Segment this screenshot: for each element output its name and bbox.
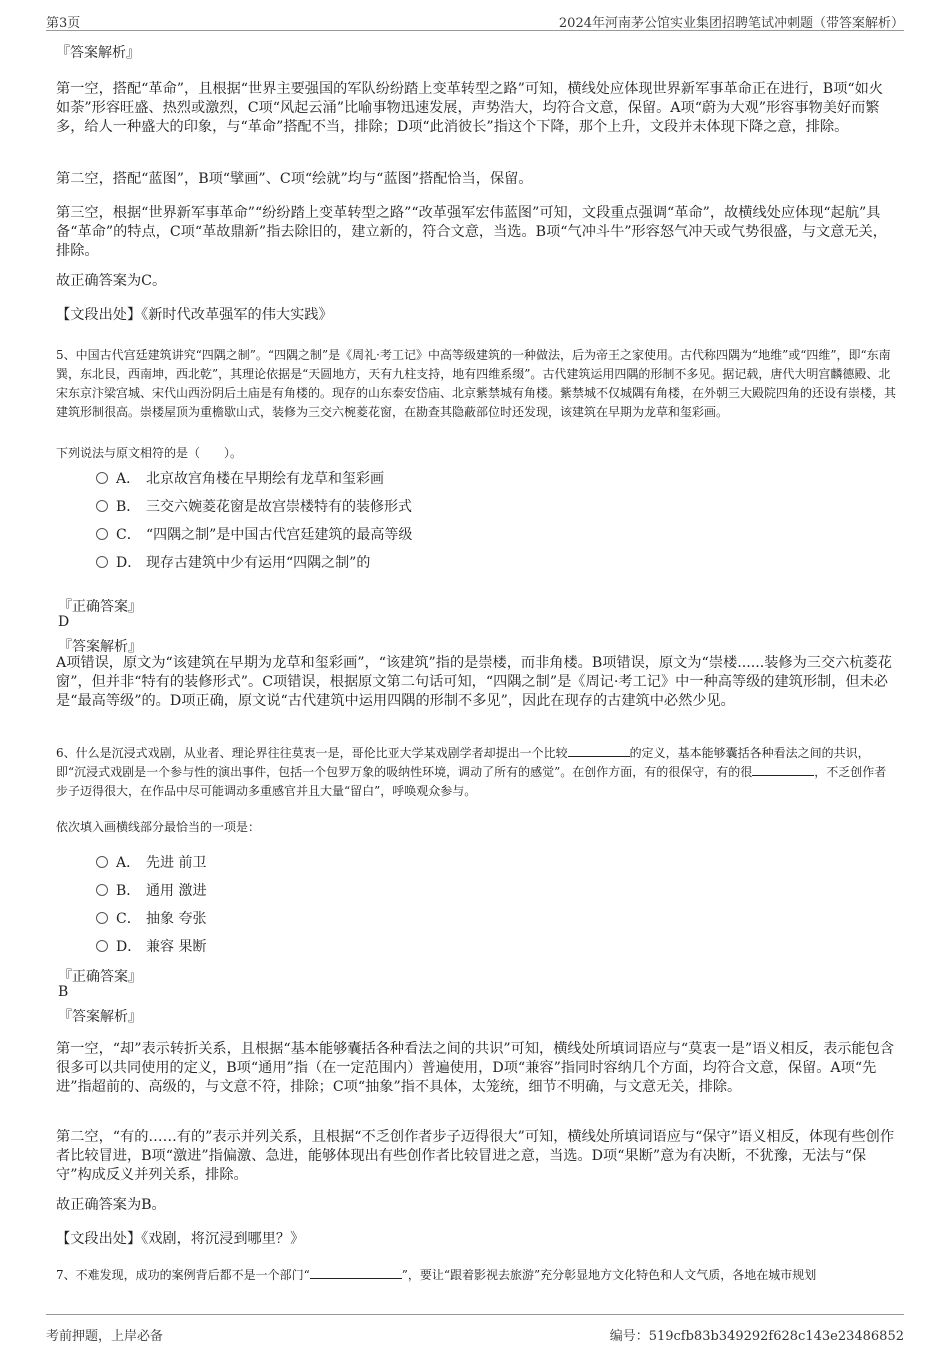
- analysis-paragraph: A项错误，原文为“该建筑在早期为龙草和玺彩画”，“该建筑”指的是崇楼，而非角楼。B项错误，原文为“崇楼......装修为三交六杭菱花窗”，但并非“特有的装修形式”。C项错误，根据原文第二句话可知，“四隅之制”是《周记·考工记》中一种高等级的建筑形制，但未必是“最高等级”的。D项正确，原文说“古代建筑中运用四隅的形制不多见”，因此在现存的古建筑中必然少见。: [56, 655, 892, 709]
- blank-1: [310, 1266, 402, 1279]
- question-6-prompt: 依次填入画横线部分最恰当的一项是：: [56, 820, 261, 834]
- footer-slogan: 考前押题，上岸必备: [46, 1329, 164, 1344]
- radio-icon[interactable]: [96, 528, 108, 540]
- analysis-paragraph: 第三空，根据“世界新军事革命”“纷纷踏上变革转型之路”“改革强军宏伟蓝图”可知，文段重点强调“革命”，故横线处应体现“起航”具备“革命”的特点，C项“革故鼎新”指去除旧的，建立新的，符合文意，当选。B项“气冲斗牛”形容怒气冲天或气势很盛，与文意无关，排除。: [56, 205, 887, 259]
- page-footer: [46, 1314, 904, 1345]
- analysis-label: 『答案解析』: [58, 1009, 142, 1025]
- analysis-label: 『答案解析』: [56, 45, 140, 61]
- question-5-prompt: 下列说法与原文相符的是（ ）。: [56, 446, 243, 460]
- option-d[interactable]: D． 兼容 果断: [96, 936, 206, 956]
- page-number: 第3页: [46, 16, 81, 31]
- radio-icon[interactable]: [96, 940, 108, 952]
- question-5-text: 5、中国古代宫廷建筑讲究“四隅之制”。“四隅之制”是《周礼·考工记》中高等级建筑的一种做法，后为帝王之家使用。古代称四隅为“地维”或“四维”，即“东南巽，东北艮，西南坤，西北乾”，其理论依据是“天圆地方，天有九柱支持，地有四维系缀”。古代建筑运用四隅的形制不多见。据记载，唐代大明宫麟德殿、北宋东京汴梁宫城、宋代山西汾阴后土庙是有角楼的。现存的山东泰安岱庙、北京紫禁城有角楼。紫禁城不仅城隅有角楼，在外朝三大殿院四角的还设有崇楼，其建筑形制很高。崇楼屋顶为重檐歇山式，装修为三交六椀菱花窗，在勘查其隐蔽部位时还发现，该建筑在早期为龙草和玺彩画。: [56, 348, 897, 419]
- option-a[interactable]: A． 先进 前卫: [96, 852, 206, 872]
- analysis-label: 『答案解析』: [58, 639, 142, 655]
- source: 【文段出处】《新时代改革强军的伟大实践》: [56, 307, 333, 323]
- correct-answer-label: 『正确答案』: [58, 969, 142, 985]
- question-7-text: 7、不难发现，成功的案例背后都不是一个部门“ ”，要让“跟着影视去旅游”充分彰显地方文化特色和人文气质，各地在城市规划: [56, 1268, 817, 1282]
- option-a[interactable]: A． 北京故宫角楼在早期绘有龙草和玺彩画: [96, 468, 384, 488]
- blank-2: [752, 763, 814, 776]
- correct-answer: B: [58, 984, 69, 1000]
- option-c[interactable]: C． 抽象 夸张: [96, 908, 206, 928]
- blank-1: [568, 744, 630, 757]
- page-header: [46, 8, 904, 31]
- conclusion: 故正确答案为C。: [56, 273, 167, 289]
- radio-icon[interactable]: [96, 856, 108, 868]
- analysis-paragraph: 第一空，搭配“革命”，且根据“世界主要强国的军队纷纷踏上变革转型之路”可知，横线处应体现世界新军事革命正在进行，B项“如火如荼”形容旺盛、热烈或激烈，C项“风起云涌”比喻事物迅速发展，声势浩大，均符合文意，保留。A项“蔚为大观”形容事物美好而繁多，给人一种盛大的印象，与“革命”搭配不当，排除；D项“此消彼长”指这个下降，那个上升，文段并未体现下降之意，排除。: [56, 81, 884, 135]
- radio-icon[interactable]: [96, 500, 108, 512]
- option-d[interactable]: D． 现存古建筑中少有运用“四隅之制”的: [96, 552, 370, 572]
- option-b[interactable]: B． 三交六婉菱花窗是故宫崇楼特有的装修形式: [96, 496, 412, 516]
- conclusion: 故正确答案为B。: [56, 1197, 166, 1213]
- correct-answer: D: [58, 614, 70, 630]
- radio-icon[interactable]: [96, 556, 108, 568]
- radio-icon[interactable]: [96, 472, 108, 484]
- radio-icon[interactable]: [96, 912, 108, 924]
- analysis-paragraph: 第一空，“却”表示转折关系，且根据“基本能够囊括各种看法之间的共识”可知，横线处所填词语应与“莫衷一是”语义相反，表示能包含很多可以共同使用的定义，B项“通用”指（在一定范围内）普遍使用，D项“兼容”指同时容纳几个方面，均符合文意，保留。A项“先进”指超前的、高级的，与文意不符，排除；C项“抽象”指不具体，太笼统，细节不明确，与文意无关，排除。: [56, 1041, 895, 1095]
- option-b[interactable]: B． 通用 激进: [96, 880, 206, 900]
- analysis-paragraph: 第二空，“有的……有的”表示并列关系，且根据“不乏创作者步子迈得很大”可知，横线处所填词语应与“保守”语义相反，体现有些创作者比较冒进，B项“激进”指偏激、急进，能够体现出有些创作者比较冒进之意，当选。D项“果断”意为有决断，不犹豫，无法与“保守”构成反义并列关系，排除。: [56, 1129, 895, 1183]
- analysis-paragraph: 第二空，搭配“蓝图”，B项“擘画”、C项“绘就”均与“蓝图”搭配恰当，保留。: [56, 171, 533, 187]
- document-id: 编号：519cfb83b349292f628c143e23486852: [609, 1329, 904, 1344]
- question-6-text: 6、什么是沉浸式戏剧，从业者、理论界往往莫衷一是，哥伦比亚大学某戏剧学者却提出一个比较 的定义，基本能够囊括各种看法之间的共识，即“沉浸式戏剧是一个参与性的演出事件，包括一个包罗万象的吸纳性环境，调动了所有的感觉”。在创作方面，有的很保守，有的很 ，不乏创作者步子迈得很大，在作品中尽可能调动多重感官并且大量“留白”，呼唤观众参与。: [56, 746, 887, 798]
- option-c[interactable]: C． “四隅之制”是中国古代宫廷建筑的最高等级: [96, 524, 412, 544]
- correct-answer-label: 『正确答案』: [58, 599, 142, 615]
- source: 【文段出处】《戏剧，将沉浸到哪里？》: [56, 1231, 305, 1247]
- radio-icon[interactable]: [96, 884, 108, 896]
- document-title: 2024年河南茅公馆实业集团招聘笔试冲刺题（带答案解析）: [558, 16, 904, 31]
